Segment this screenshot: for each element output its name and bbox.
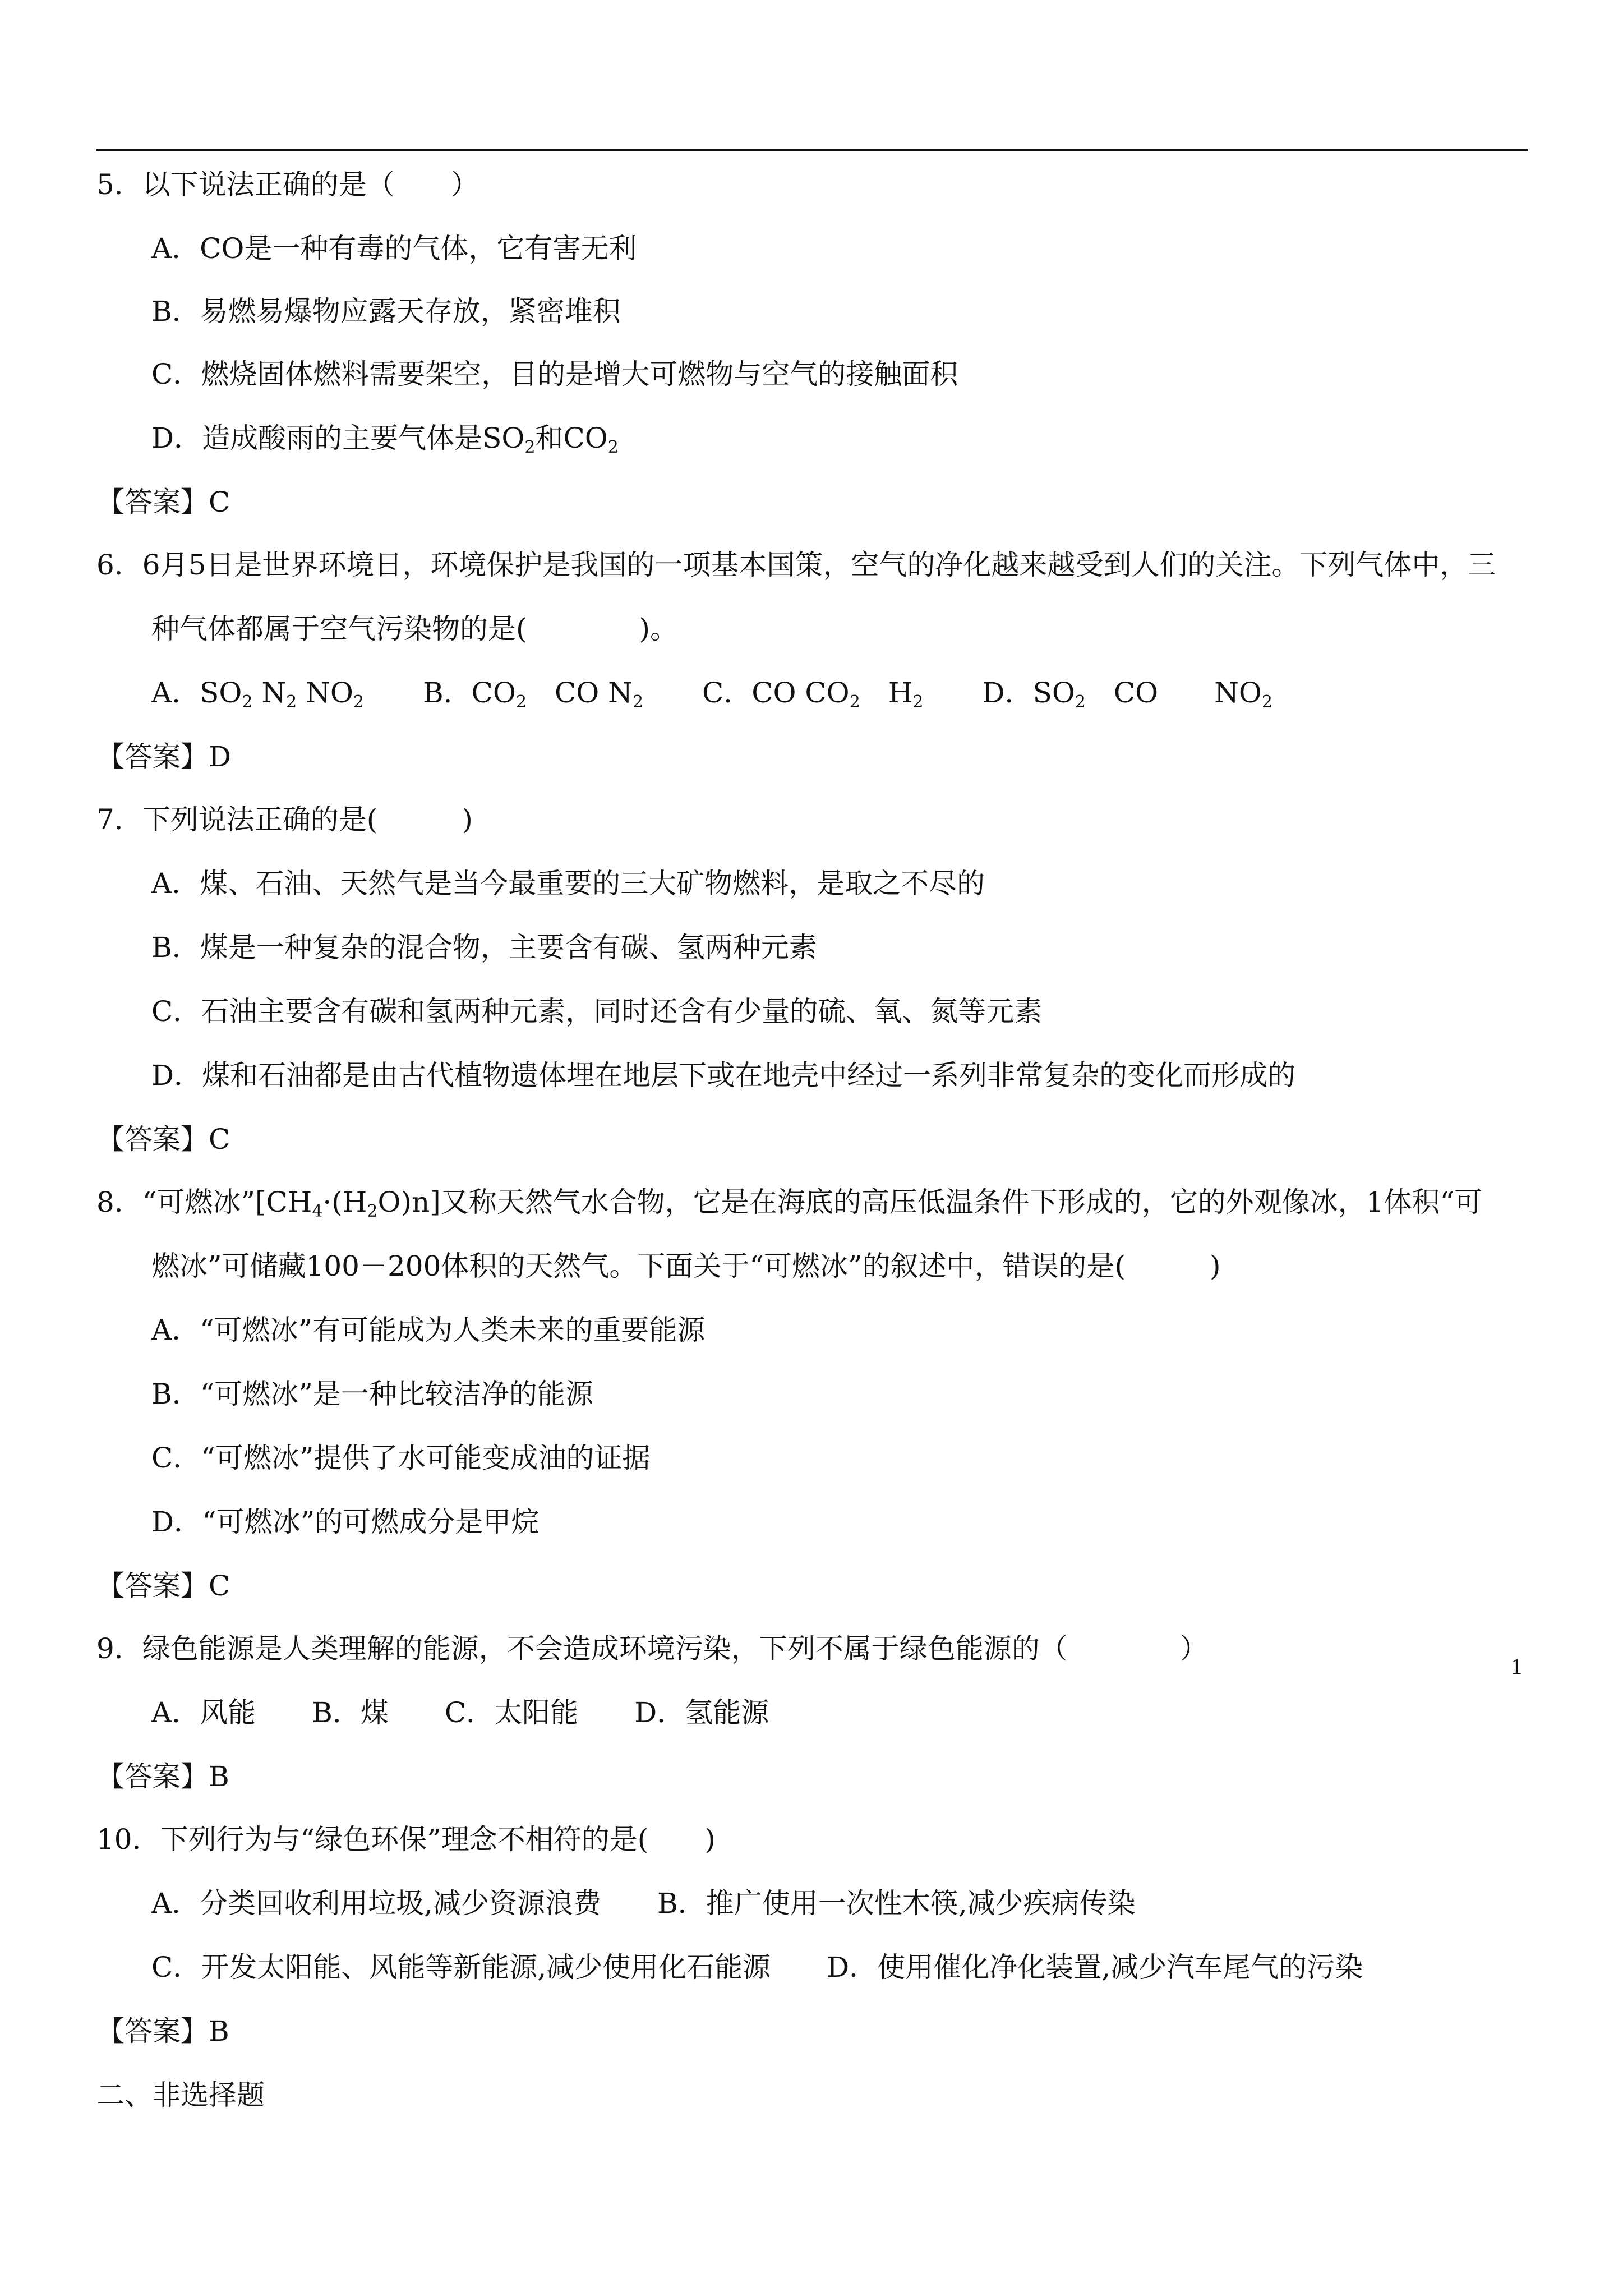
section-title: 二、非选择题 <box>96 2079 265 2111</box>
q8-answer: 【答案】C <box>96 1570 230 1602</box>
q5-option-b: B．易燃易爆物应露天存放，紧密堆积 <box>151 295 621 328</box>
q6-option-c: C．CO $CO_2$ $H_2$ <box>702 677 924 712</box>
q8-option-a: A．“可燃冰”有可能成为人类未来的重要能源 <box>151 1314 706 1346</box>
q8-stem-line1: 8．“可燃冰$”[CH_4\cdot(H_2O)n]$又称天然气水合物，它是在海底的高压低温条件下形成的，它的外观像冰，1体积“可 <box>96 1186 1483 1221</box>
q7-option-c: C．石油主要含有碳和氢两种元素，同时还含有少量的硫、氧、氮等元素 <box>151 995 1043 1028</box>
q6-options <box>151 674 1272 711</box>
q8-option-c: C．“可燃冰”提供了水可能变成油的证据 <box>151 1442 651 1474</box>
q7-answer: 【答案】C <box>96 1123 230 1156</box>
q9-options: A．风能 B．煤 C．太阳能 D．氢能源 <box>151 1696 769 1729</box>
q9-answer: 【答案】B <box>96 1760 229 1793</box>
q6-option-a: A．$SO_2$ $N_2$ $NO_2$ <box>151 677 364 712</box>
q8-stem-line2: 燃冰”可储藏100－200体积的天然气。下面关于“可燃冰”的叙述中，错误的是( ) <box>151 1250 1221 1282</box>
q6-stem-line2: 种气体都属于空气污染物的是( )。 <box>151 613 679 645</box>
q5-answer: 【答案】C <box>96 486 230 518</box>
q5-stem: 5．以下说法正确的是（ ） <box>96 168 479 201</box>
q6-stem-line1: 6．6月5日是世界环境日，环境保护是我国的一项基本国策，空气的净化越来越受到人们的关注。下列气体中，三 <box>96 549 1496 581</box>
page-number: 1 <box>1511 1654 1522 1679</box>
q5-option-a: A．CO是一种有毒的气体，它有害无利 <box>151 232 637 265</box>
q5-option-c: C．燃烧固体燃料需要架空，目的是增大可燃物与空气的接触面积 <box>151 358 958 390</box>
q7-stem: 7．下列说法正确的是( ) <box>96 803 473 836</box>
q6-option-b: B．$CO_2$ CO $N_2$ <box>422 677 644 712</box>
q7-option-b: B．煤是一种复杂的混合物，主要含有碳、氢两种元素 <box>151 931 817 964</box>
q8-option-b: B．“可燃冰”是一种比较洁净的能源 <box>151 1378 593 1410</box>
header-rule <box>96 149 1528 151</box>
q7-option-a: A．煤、石油、天然气是当今最重要的三大矿物燃料，是取之不尽的 <box>151 867 985 900</box>
q8-option-d: D．“可燃冰”的可燃成分是甲烷 <box>151 1506 540 1538</box>
q5-option-d: D．造成酸雨的主要气体是$SO_2$和$CO_2$ <box>151 422 619 457</box>
q7-option-d: D．煤和石油都是由古代植物遗体埋在地层下或在地壳中经过一系列非常复杂的变化而形成的 <box>151 1059 1296 1092</box>
q10-answer: 【答案】B <box>96 2015 229 2047</box>
q10-stem: 10．下列行为与“绿色环保”理念不相符的是( ) <box>96 1823 716 1856</box>
q6-answer: 【答案】D <box>96 740 232 773</box>
q9-stem: 9．绿色能源是人类理解的能源，不会造成环境污染，下列不属于绿色能源的（ ） <box>96 1632 1208 1665</box>
q10-options-line2: C．开发太阳能、风能等新能源,减少使用化石能源 D．使用催化净化装置,减少汽车尾气的污染 <box>151 1951 1363 1984</box>
q6-option-d: D．$SO_2$ CO $NO_2$ <box>982 677 1273 712</box>
q10-options-line1: A．分类回收利用垃圾,减少资源浪费 B．推广使用一次性木筷,减少疾病传染 <box>151 1887 1136 1920</box>
